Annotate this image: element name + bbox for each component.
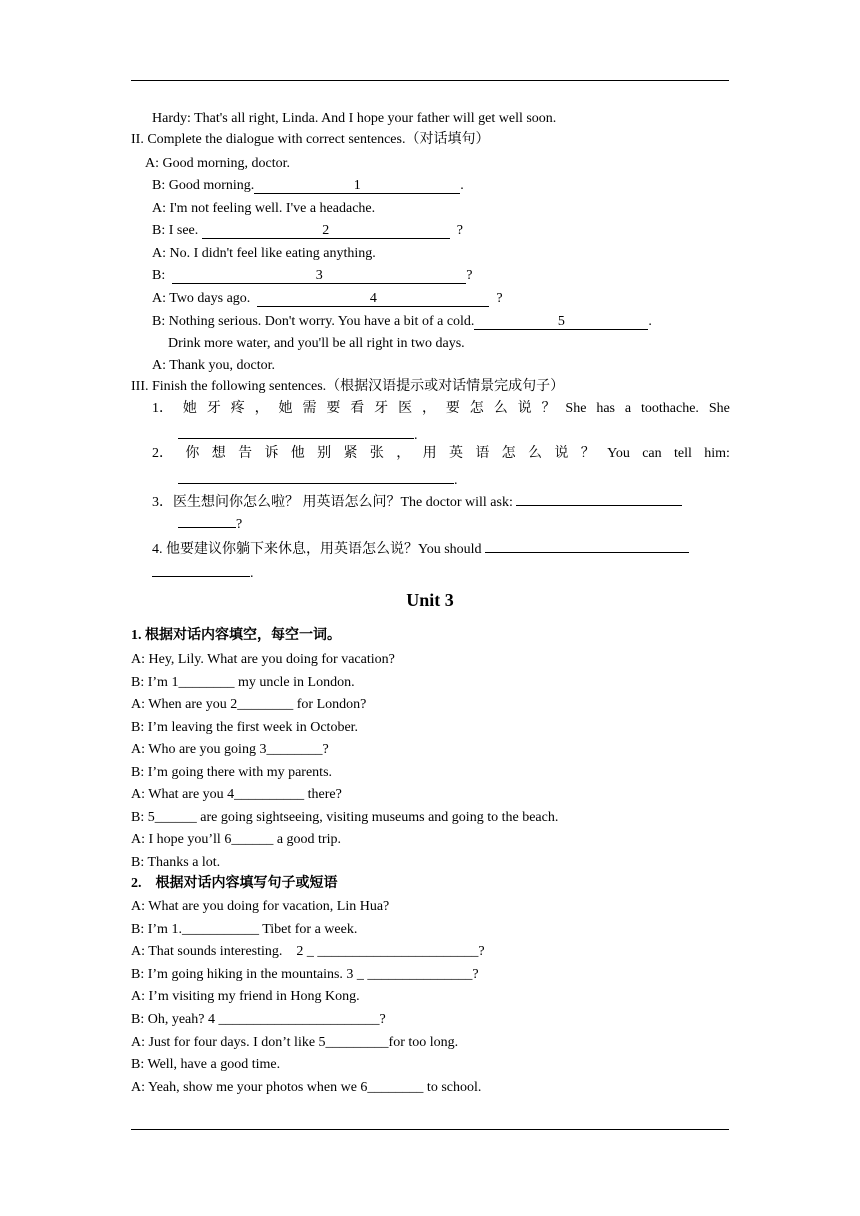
- answer-blank-3a[interactable]: [516, 490, 682, 506]
- blank-2[interactable]: 2: [202, 223, 450, 239]
- answer-blank-4b[interactable]: [152, 561, 250, 577]
- dialogue-line: B: Well, have a good time.: [131, 1057, 281, 1073]
- dialogue-line: B: I’m going hiking in the mountains. 3 _ _______________?: [131, 966, 479, 982]
- question-token: 怎: [501, 446, 516, 461]
- dialogue-line: A: Just for four days. I don’t like 5_________for too long.: [131, 1034, 459, 1050]
- question-token: 她: [182, 401, 197, 416]
- question-2: [152, 445, 730, 463]
- section-III-heading: III. Finish the following sentences.（根据汉语提示或对话情景完成句子）: [131, 379, 565, 394]
- dialogue-b5: B: Nothing serious. Don't worry. You have a bit of a cold. 5 .: [152, 314, 652, 329]
- question-3-answer-line: ?: [178, 512, 242, 534]
- question-1-answer-line: .: [178, 423, 418, 445]
- question-2-answer-line: .: [178, 468, 458, 490]
- dialogue-line: A: I’m visiting my friend in Hong Kong.: [131, 989, 360, 1005]
- header-rule: [131, 80, 729, 81]
- question-token: a: [624, 401, 632, 416]
- question-token: 要: [445, 401, 460, 416]
- dialogue-line: A: What are you doing for vacation, Lin Hua?: [131, 899, 390, 914]
- question-token: 牙: [374, 401, 389, 416]
- dialogue-line: A: Who are you going 3________?: [131, 742, 329, 757]
- dialogue-a2: A: I'm not feeling well. I've a headache.: [152, 201, 376, 216]
- question-token: ，: [254, 401, 269, 416]
- dialogue-b3: B: 3 ?: [152, 268, 473, 283]
- question-token: can: [642, 446, 662, 461]
- question-token: 她: [278, 401, 293, 416]
- question-1: [152, 400, 730, 418]
- question-token: 用: [422, 446, 437, 461]
- dialogue-a3: A: No. I didn't feel like eating anything.: [152, 246, 376, 261]
- dialogue-line: A: What are you 4__________ there?: [131, 787, 342, 802]
- question-token: 想: [211, 446, 226, 461]
- answer-blank-4a[interactable]: [485, 537, 689, 553]
- question-token: 诉: [264, 446, 279, 461]
- question-token: 你: [185, 446, 200, 461]
- question-token: 张: [369, 446, 384, 461]
- answer-blank-1[interactable]: [178, 423, 414, 439]
- question-token: ，: [396, 446, 411, 461]
- question-3: 3．医生想问你怎么啦？ 用英语怎么问？The doctor will ask:: [152, 490, 682, 512]
- dialogue-line: A: Hey, Lily. What are you doing for vacation?: [131, 652, 395, 667]
- question-token: 需: [302, 401, 317, 416]
- question-token: 么: [493, 401, 508, 416]
- question-token: 他: [290, 446, 305, 461]
- dialogue-line: B: 5______ are going sightseeing, visiting museums and going to the beach.: [131, 809, 559, 825]
- dialogue-a1: A: Good morning, doctor.: [145, 156, 291, 171]
- question-token: has: [596, 401, 615, 416]
- question-token: toothache.: [641, 401, 699, 416]
- dialogue-line: A: That sounds interesting. 2 _ _______________________?: [131, 944, 485, 960]
- question-4: 4. 他要建议你躺下来休息，用英语怎么说？You should: [152, 537, 689, 559]
- question-token: You: [607, 446, 630, 461]
- question-token: ，: [421, 401, 436, 416]
- unit3-section1-heading: 1. 根据对话内容填空，每空一词。: [131, 628, 341, 643]
- question-token: She: [565, 401, 587, 416]
- question-token: 么: [528, 446, 543, 461]
- question-token: 紧: [343, 446, 358, 461]
- question-token: She: [708, 401, 730, 416]
- footer-rule: [131, 1129, 729, 1130]
- blank-5[interactable]: 5: [474, 314, 648, 330]
- blank-4[interactable]: 4: [257, 291, 489, 307]
- answer-blank-3b[interactable]: [178, 512, 236, 528]
- question-token: tell: [673, 446, 692, 461]
- answer-blank-2[interactable]: [178, 468, 454, 484]
- question-token: 英: [448, 446, 463, 461]
- question-token: 别: [317, 446, 332, 461]
- dialogue-line: B: Oh, yeah? 4 _______________________?: [131, 1012, 386, 1027]
- dialogue-b1: B: Good morning. 1 .: [152, 178, 464, 193]
- question-token: ？: [580, 446, 595, 461]
- dialogue-a6: A: Thank you, doctor.: [152, 358, 276, 373]
- unit-3-title: Unit 3: [406, 590, 454, 610]
- question-token: 要: [326, 401, 341, 416]
- dialogue-line: B: I’m leaving the first week in October.: [131, 719, 359, 735]
- dialogue-line: A: When are you 2________ for London?: [131, 697, 367, 712]
- dialogue-line: A: Yeah, show me your photos when we 6________ to school.: [131, 1079, 482, 1095]
- question-token: 牙: [206, 401, 221, 416]
- question-token: him:: [704, 446, 730, 461]
- dialogue-b5-continued: Drink more water, and you'll be all right in two days.: [168, 336, 465, 351]
- question-token: 1．: [152, 401, 173, 416]
- question-token: 疼: [230, 401, 245, 416]
- dialogue-line: B: Thanks a lot.: [131, 854, 221, 870]
- dialogue-line: B: I’m 1.___________ Tibet for a week.: [131, 921, 358, 937]
- hardy-line: Hardy: That's all right, Linda. And I hope your father will get well soon.: [152, 111, 557, 126]
- question-token: 说: [554, 446, 569, 461]
- dialogue-line: A: I hope you’ll 6______ a good trip.: [131, 832, 341, 847]
- blank-1[interactable]: 1: [254, 178, 460, 194]
- question-token: 怎: [469, 401, 484, 416]
- question-token: 告: [238, 446, 253, 461]
- dialogue-line: B: I’m going there with my parents.: [131, 764, 333, 780]
- dialogue-line: B: I’m 1________ my uncle in London.: [131, 674, 355, 690]
- question-token: 语: [475, 446, 490, 461]
- question-token: 说: [517, 401, 532, 416]
- section-II-heading: II. Complete the dialogue with correct sentences.（对话填句）: [131, 132, 490, 147]
- question-token: 2．: [152, 446, 173, 461]
- dialogue-b2: B: I see. 2 ?: [152, 223, 463, 238]
- unit3-section2-heading: 2. 根据对话内容填写句子或短语: [131, 876, 338, 891]
- question-token: ？: [541, 401, 556, 416]
- question-token: 看: [350, 401, 365, 416]
- dialogue-a4: A: Two days ago. 4 ?: [152, 291, 503, 306]
- question-token: 医: [398, 401, 413, 416]
- blank-3[interactable]: 3: [172, 268, 466, 284]
- question-4-answer-line: .: [152, 561, 254, 583]
